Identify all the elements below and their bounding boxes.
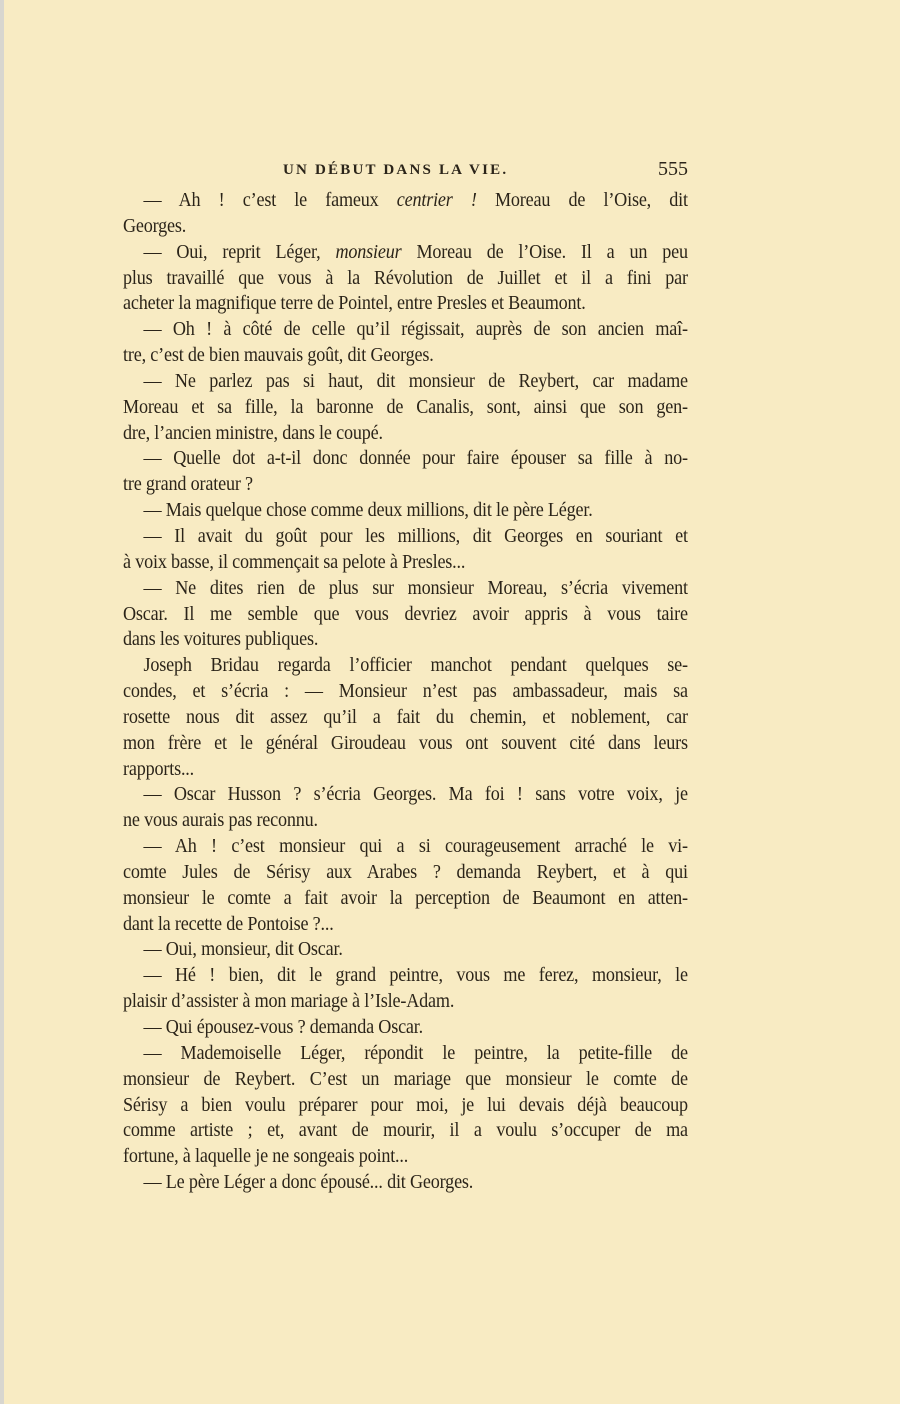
text-line xyxy=(123,446,688,472)
text-segment: tre, c’est de bien mauvais goût, dit Georges. xyxy=(123,345,434,367)
text-line xyxy=(123,524,688,550)
text-segment: Moreau de l’Oise, dit xyxy=(476,190,688,211)
text-line xyxy=(123,1144,688,1170)
text-segment: — Oh ! à côté de celle qu’il régissait, auprès de son ancien maî- xyxy=(143,319,688,341)
text-segment: Moreau de l’Oise. Il a un peu xyxy=(401,241,688,263)
page-number: 555 xyxy=(658,158,688,180)
text-segment: fortune, à laquelle je ne songeais point... xyxy=(123,1146,409,1168)
text-segment: dre, l’ancien ministre, dans le coupé. xyxy=(123,422,383,444)
text-line xyxy=(123,937,688,963)
text-line xyxy=(123,343,688,369)
text-line xyxy=(123,1170,688,1196)
text-segment: Georges. xyxy=(123,215,187,237)
text-segment: Sérisy a bien voulu préparer pour moi, je lui devais déjà beaucoup xyxy=(123,1094,688,1116)
text-segment: — Oscar Husson ? s’écria Georges. Ma foi ! sans votre voix, je xyxy=(143,784,688,806)
text-segment: — Ah ! c’est monsieur qui a si courageusement arraché le vi- xyxy=(143,836,688,858)
text-segment: — Le père Léger a donc épousé... dit Georges. xyxy=(143,1172,474,1194)
text-segment: — Qui épousez-vous ? demanda Oscar. xyxy=(143,1017,423,1038)
text-segment: plaisir d’assister à mon mariage à l’Isle-Adam. xyxy=(123,991,455,1013)
italic-text: monsieur xyxy=(335,241,402,263)
text-line xyxy=(123,1118,688,1144)
text-segment: — Oui, reprit Léger, xyxy=(143,241,336,263)
text-segment: plus travaillé que vous à la Révolution de Juillet et il a fini par xyxy=(123,267,688,289)
text-segment: condes, et s’écria : — Monsieur n’est pas ambassadeur, mais sa xyxy=(123,681,688,703)
text-segment: — Il avait du goût pour les millions, dit Georges en souriant et xyxy=(143,525,688,547)
text-segment: dant la recette de Pontoise ?... xyxy=(123,913,334,935)
text-segment: Oscar. Il me semble que vous devriez avoir appris à vous taire xyxy=(123,603,688,625)
text-segment: monsieur le comte a fait avoir la perception de Beaumont en atten- xyxy=(123,887,688,909)
text-line xyxy=(123,1015,688,1041)
text-line xyxy=(123,188,688,214)
text-line xyxy=(123,317,688,343)
text-line xyxy=(123,886,688,912)
page-edge xyxy=(0,0,4,1404)
text-line xyxy=(123,550,688,576)
text-line xyxy=(123,653,688,679)
text-line xyxy=(123,576,688,602)
text-line xyxy=(123,1041,688,1067)
text-segment: rapports... xyxy=(123,758,194,780)
text-line xyxy=(123,395,688,421)
text-line xyxy=(123,266,688,292)
text-segment: Joseph Bridau regarda l’officier manchot pendant quelques se- xyxy=(143,655,688,677)
text-line xyxy=(123,912,688,938)
text-line xyxy=(123,782,688,808)
text-segment: — Ne parlez pas si haut, dit monsieur de Reybert, car madame xyxy=(143,370,688,392)
text-segment: — Mademoiselle Léger, répondit le peintre, la petite-fille de xyxy=(143,1042,688,1064)
text-line xyxy=(123,602,688,628)
text-line xyxy=(123,731,688,757)
text-segment: mon frère et le général Giroudeau vous ont souvent cité dans leurs xyxy=(123,732,688,754)
text-segment: à voix basse, il commençait sa pelote à Presles... xyxy=(123,551,466,573)
text-line xyxy=(123,627,688,653)
text-segment: — Oui, monsieur, dit Oscar. xyxy=(143,939,343,961)
text-line xyxy=(123,472,688,498)
text-line xyxy=(123,214,688,240)
text-line xyxy=(123,291,688,317)
text-segment: — Ah ! c’est le fameux xyxy=(143,190,397,211)
text-line xyxy=(123,369,688,395)
text-segment: monsieur de Reybert. C’est un mariage que monsieur le comte de xyxy=(123,1068,688,1090)
text-segment: — Quelle dot a-t-il donc donnée pour faire épouser sa fille à no- xyxy=(143,448,688,470)
text-line xyxy=(123,963,688,989)
text-segment: Moreau et sa fille, la baronne de Canalis, sont, ainsi que son gen- xyxy=(123,396,688,418)
text-segment: — Mais quelque chose comme deux millions, dit le père Léger. xyxy=(143,500,593,522)
text-line xyxy=(123,679,688,705)
text-line xyxy=(123,498,688,524)
text-line xyxy=(123,421,688,447)
text-segment: rosette nous dit assez qu’il a fait du chemin, et noblement, car xyxy=(123,706,688,728)
text-line xyxy=(123,989,688,1015)
text-line xyxy=(123,1093,688,1119)
body-text xyxy=(123,188,688,1196)
text-line xyxy=(123,1067,688,1093)
text-segment: ne vous aurais pas reconnu. xyxy=(123,810,318,832)
text-segment: comte Jules de Sérisy aux Arabes ? demanda Reybert, et à qui xyxy=(123,861,688,883)
text-line xyxy=(123,860,688,886)
text-line xyxy=(123,705,688,731)
running-title: UN DÉBUT DANS LA VIE. xyxy=(283,162,509,178)
text-line xyxy=(123,808,688,834)
page-header xyxy=(123,158,688,184)
text-segment: — Ne dites rien de plus sur monsieur Moreau, s’écria vivement xyxy=(143,577,688,599)
italic-text: centrier ! xyxy=(396,190,477,211)
text-line xyxy=(123,240,688,266)
text-segment: acheter la magnifique terre de Pointel, entre Presles et Beaumont. xyxy=(123,293,586,315)
text-line xyxy=(123,757,688,783)
text-segment: dans les voitures publiques. xyxy=(123,629,319,651)
text-segment: — Hé ! bien, dit le grand peintre, vous me ferez, monsieur, le xyxy=(143,965,688,987)
text-segment: tre grand orateur ? xyxy=(123,474,253,496)
text-segment: comme artiste ; et, avant de mourir, il a voulu s’occuper de ma xyxy=(123,1120,688,1142)
text-line xyxy=(123,834,688,860)
